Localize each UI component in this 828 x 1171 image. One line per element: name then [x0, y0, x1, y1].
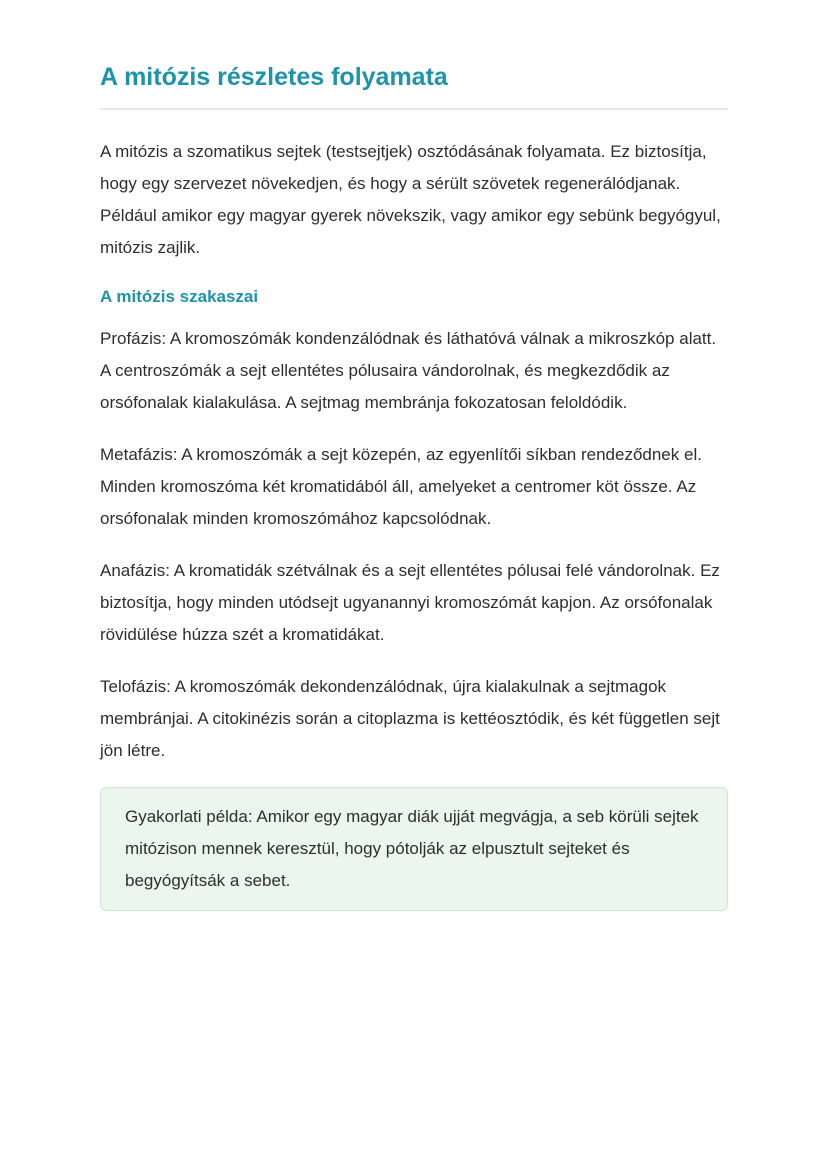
- section-heading-phases: A mitózis szakaszai: [100, 287, 259, 306]
- phase-paragraph-anaphase: Anafázis: A kromatidák szétválnak és a sejt ellentétes pólusai felé vándorolnak. Ez biztosítja, hogy minden utódsejt ugyanannyi kromoszómát kapjon. Az orsófonalak rövidülése húzza szét a kromatidákat.: [100, 561, 720, 644]
- page-title: A mitózis részletes folyamata: [100, 63, 448, 91]
- example-text: Gyakorlati példa: Amikor egy magyar diák ujját megvágja, a seb körüli sejtek mitózison mennek keresztül, hogy pótolják az elpusztult sejteket és begyógyítsák a sebet.: [125, 807, 699, 890]
- phase-paragraph-metaphase: Metafázis: A kromoszómák a sejt közepén, az egyenlítői síkban rendeződnek el. Minden kromoszóma két kromatidából áll, amelyeket a centromer köt össze. Az orsófonalak minden kromoszómához kapcsolódnak.: [100, 445, 702, 528]
- example-callout-box: [100, 787, 728, 911]
- phase-paragraph-prophase: Profázis: A kromoszómák kondenzálódnak és láthatóvá válnak a mikroszkóp alatt. A centroszómák a sejt ellentétes pólusaira vándorolnak, és megkezdődik az orsófonalak kialakulása. A sejtmag membránja fokozatosan feloldódik.: [100, 329, 717, 412]
- intro-paragraph: A mitózis a szomatikus sejtek (testsejtjek) osztódásának folyamata. Ez biztosítja, hogy egy szervezet növekedjen, és hogy a sérült szövetek regenerálódjanak. Például amikor egy magyar gyerek növekszik, vagy amikor egy sebünk begyógyul, mitózis zajlik.: [100, 142, 721, 257]
- phase-paragraph-telophase: Telofázis: A kromoszómák dekondenzálódnak, újra kialakulnak a sejtmagok membránjai. A citokinézis során a citoplazma is kettéosztódik, és két független sejt jön létre.: [100, 677, 720, 760]
- title-divider: [100, 108, 728, 110]
